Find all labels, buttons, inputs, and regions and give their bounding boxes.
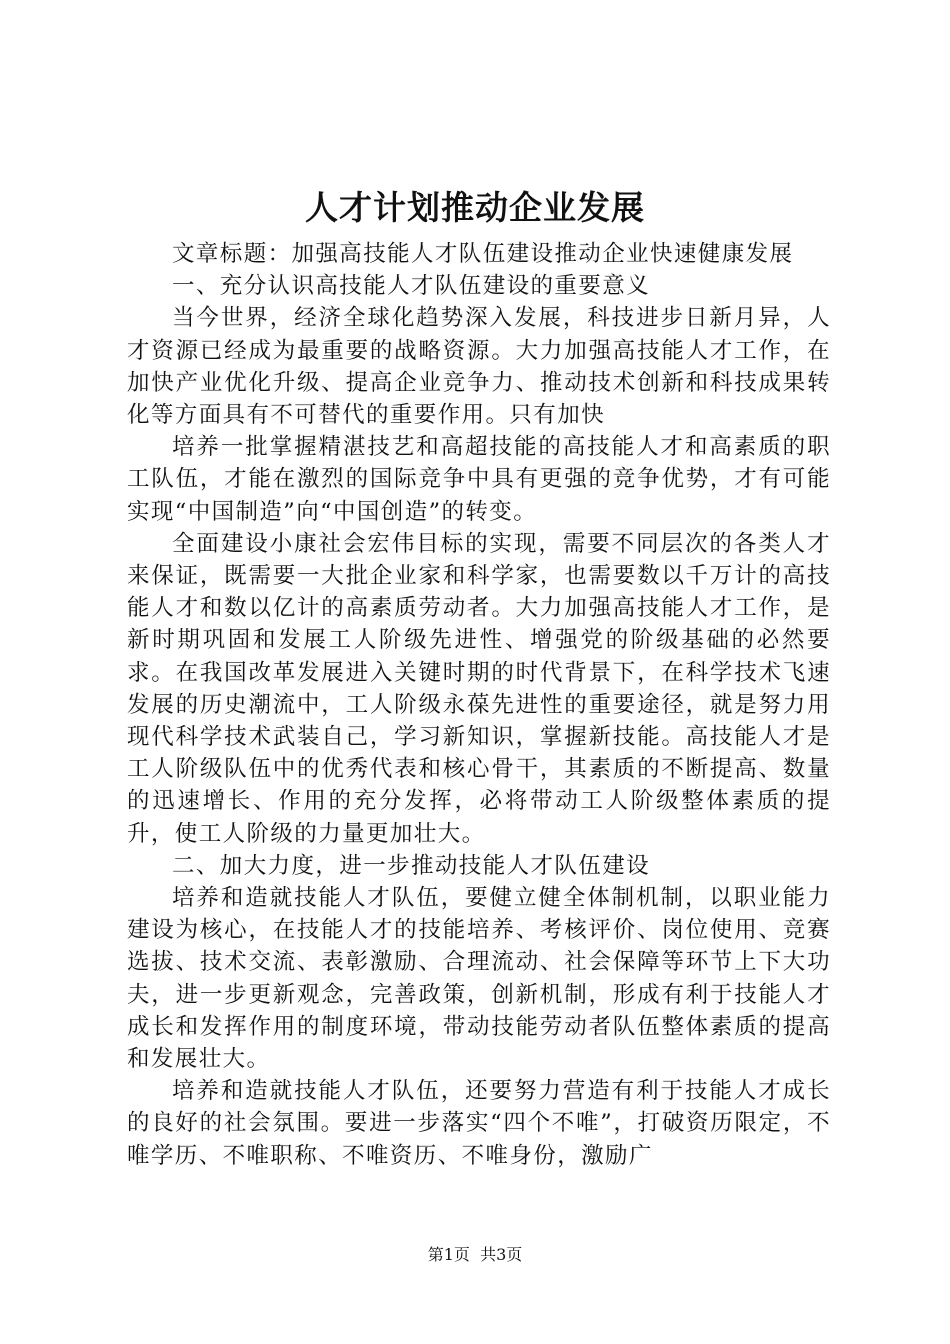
- paragraph: 培养一批掌握精湛技艺和高超技能的高技能人才和高素质的职工队伍，才能在激烈的国际竞争中具有更强的竞争优势，才有可能实现“中国制造”向“中国创造”的转变。: [127, 434, 831, 525]
- footer-separator: [470, 1245, 480, 1264]
- paragraph: 培养和造就技能人才队伍，还要努力营造有利于技能人才成长的良好的社会氛围。要进一步落实“四个不唯”，打破资历限定，不唯学历、不唯职称、不唯资历、不唯身份，激励广: [127, 1078, 831, 1169]
- section-heading-1: 一、充分认识高技能人才队伍建设的重要意义: [172, 273, 651, 300]
- page-number: 第1页: [427, 1245, 470, 1264]
- paragraph: 培养和造就技能人才队伍，要健立健全体制机制，以职业能力建设为核心，在技能人才的技能培养、考核评价、岗位使用、竞赛选拔、技术交流、表彰激励、合理流动、社会保障等环节上下大功夫，进一步更新观念，完善政策，创新机制，形成有利于技能人才成长和发挥作用的制度环境，带动技能劳动者队伍整体素质的提高和发展壮大。: [127, 885, 831, 1073]
- page-total: 共3页: [480, 1245, 523, 1264]
- page-footer: [0, 1244, 950, 1266]
- paragraph: 当今世界，经济全球化趋势深入发展，科技进步日新月异，人才资源已经成为最重要的战略资源。大力加强高技能人才工作，在加快产业优化升级、提高企业竞争力、推动技术创新和科技成果转化等方面具有不可替代的重要作用。只有加快: [127, 305, 831, 429]
- paragraph-article-title: 文章标题：加强高技能人才队伍建设推动企业快速健康发展: [172, 241, 794, 267]
- document-title: 人才计划推动企业发展: [305, 188, 645, 227]
- paragraph: 全面建设小康社会宏伟目标的实现，需要不同层次的各类人才来保证，既需要一大批企业家和科学家，也需要数以千万计的高技能人才和数以亿计的高素质劳动者。大力加强高技能人才工作，是新时期巩固和发展工人阶级先进性、增强党的阶级基础的必然要求。在我国改革发展进入关键时期的时代背景下，在科学技术飞速发展的历史潮流中，工人阶级永葆先进性的重要途径，就是努力用现代科学技术武装自己，学习新知识，掌握新技能。高技能人才是工人阶级队伍中的优秀代表和核心骨干，其素质的不断提高、数量的迅速增长、作用的充分发挥，必将带动工人阶级整体素质的提升，使工人阶级的力量更加壮大。: [127, 530, 831, 847]
- section-heading-2: 二、加大力度，进一步推动技能人才队伍建设: [172, 852, 651, 879]
- document-body: [127, 238, 831, 1172]
